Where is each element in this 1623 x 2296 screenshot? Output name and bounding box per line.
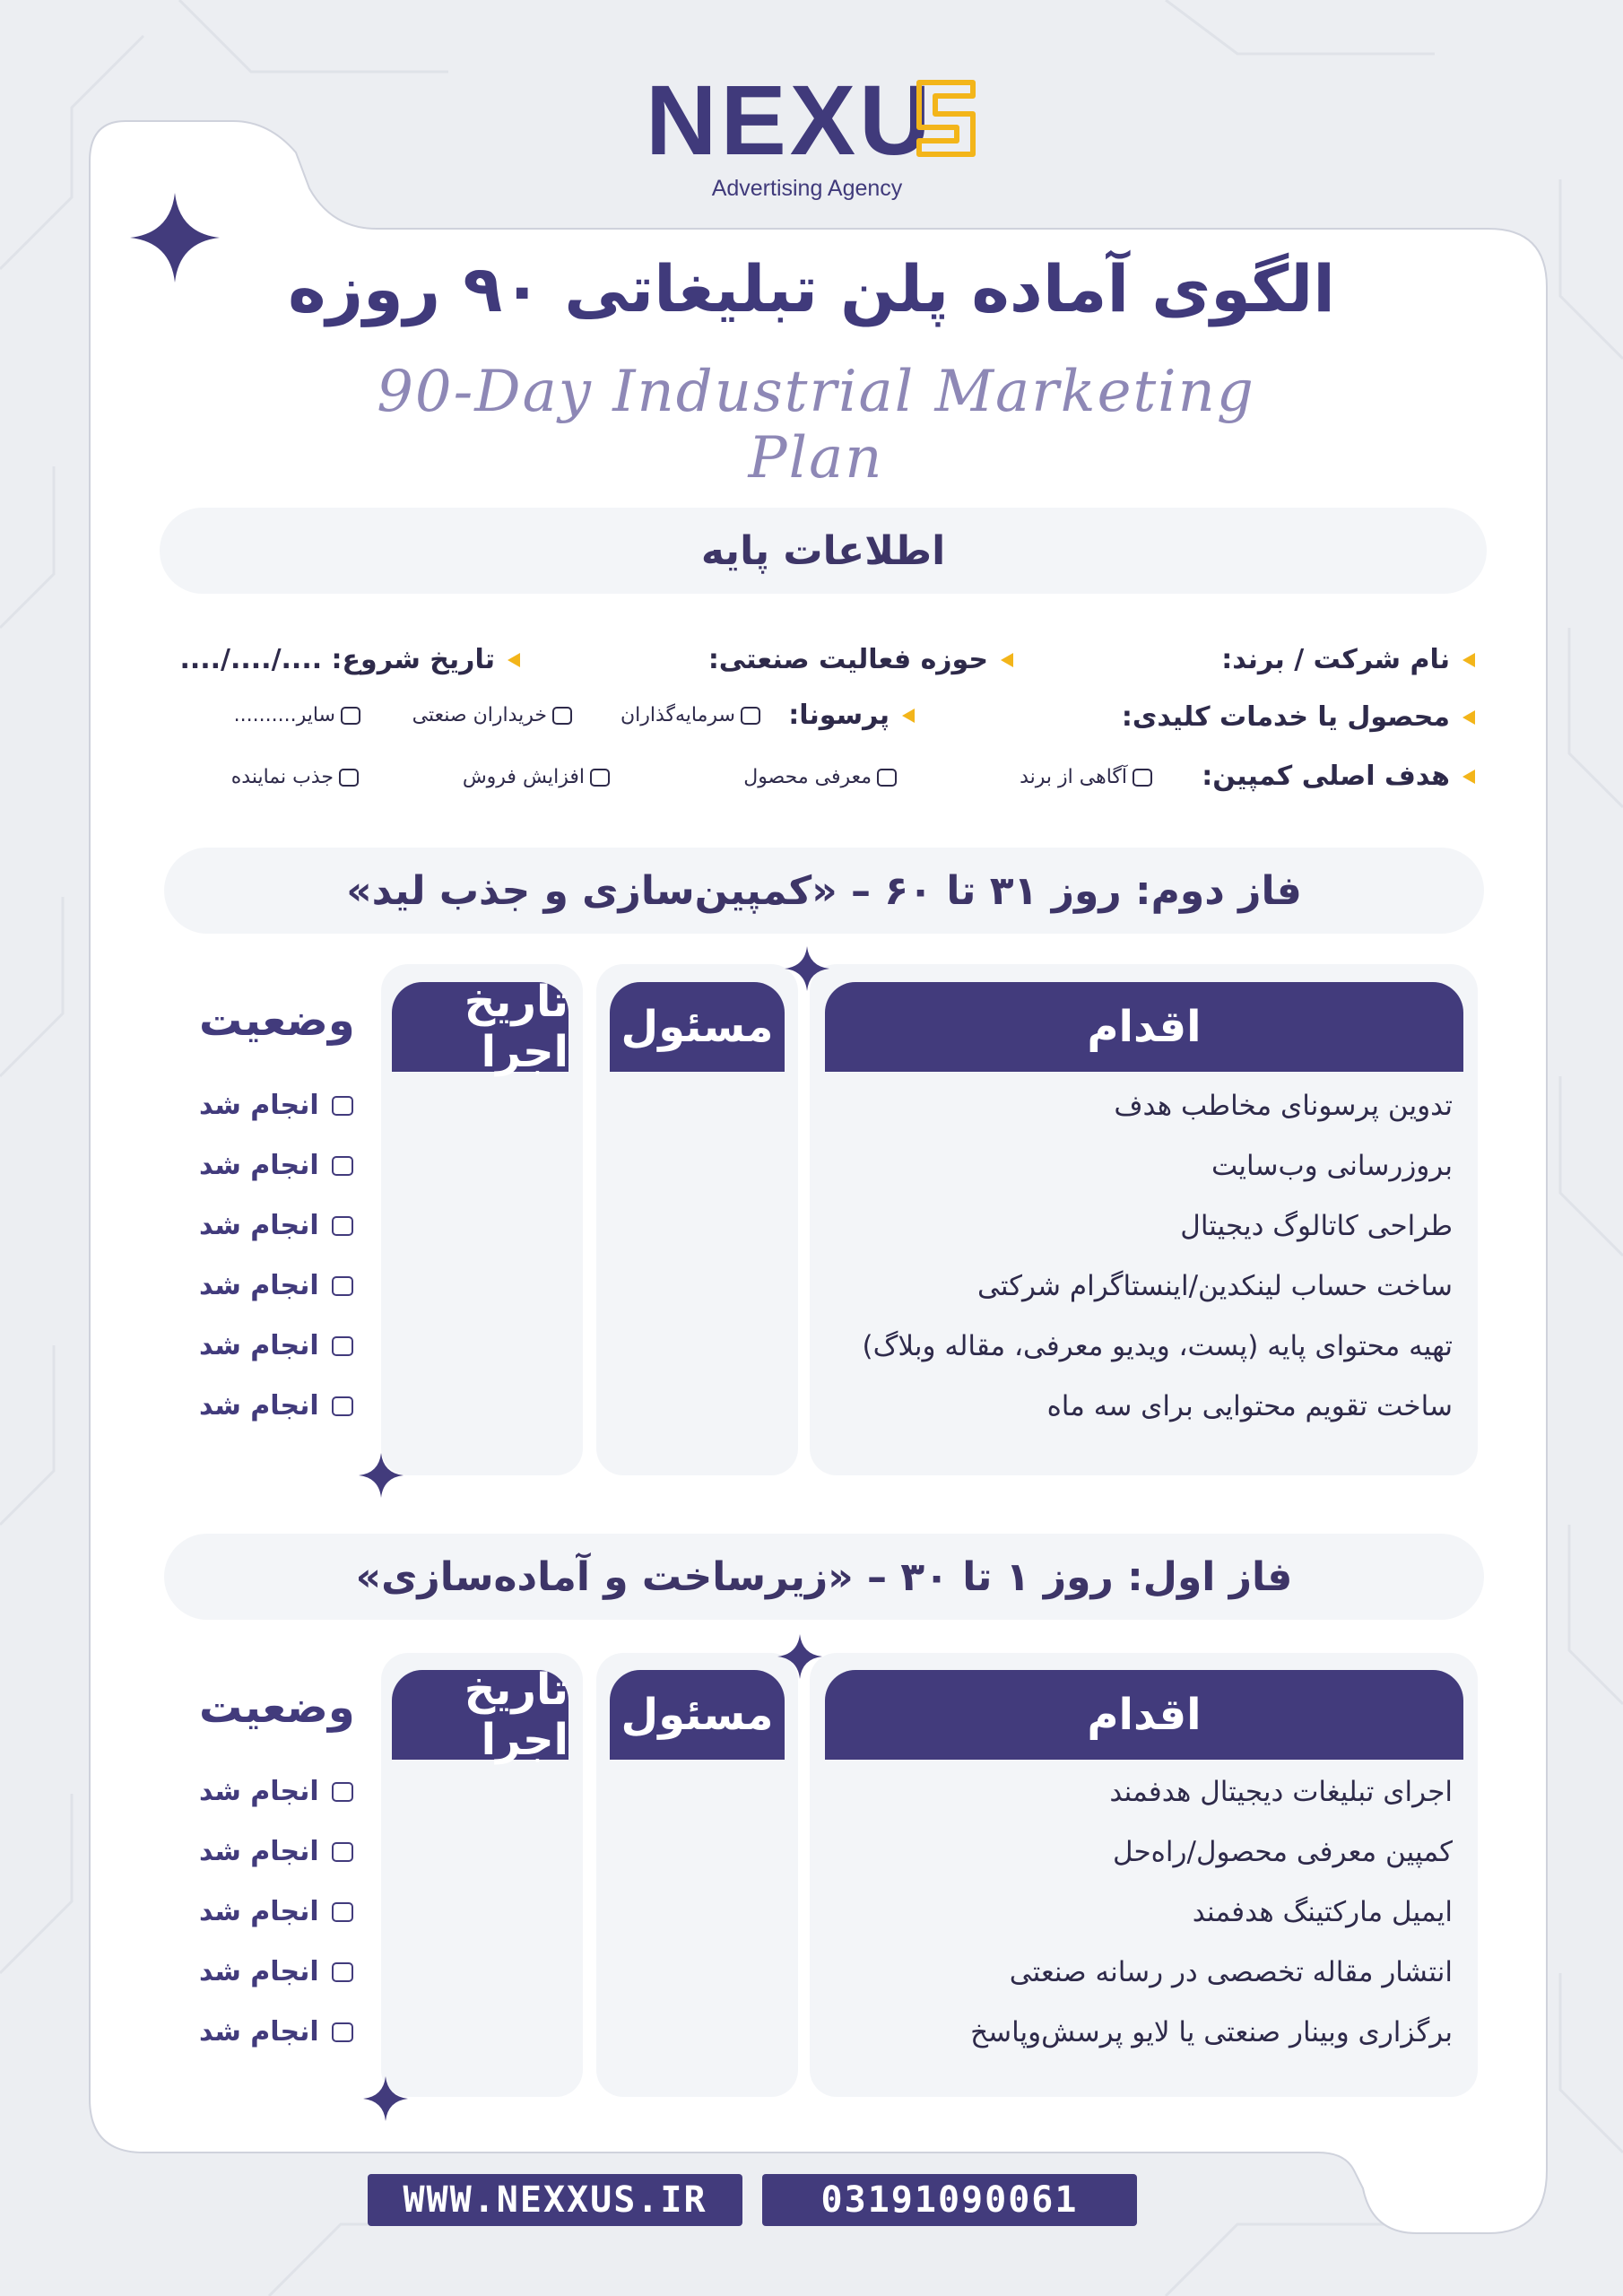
phase1-task: اجرای تبلیغات دیجیتال هدفمند — [1109, 1776, 1453, 1808]
checkbox[interactable] — [332, 1962, 353, 1982]
checkbox[interactable] — [1133, 769, 1152, 787]
phase1-task: انتشار مقاله تخصصی در رسانه صنعتی — [1009, 1956, 1453, 1988]
basic-info-heading: اطلاعات پایه — [160, 508, 1487, 594]
phase2-status-header: وضعیت — [199, 996, 355, 1046]
checkbox[interactable] — [332, 1216, 353, 1236]
checkbox[interactable] — [332, 1782, 353, 1802]
done-checkbox[interactable]: انجام شد — [199, 1150, 353, 1181]
star-icon — [359, 1453, 404, 1498]
star-icon — [363, 2076, 408, 2121]
goal-option[interactable]: آگاهی از برند — [1020, 766, 1152, 788]
phase2-task: ساخت حساب لینکدین/اینستاگرام شرکتی — [977, 1270, 1453, 1302]
goal-option[interactable]: معرفی محصول — [743, 766, 897, 788]
goal-option[interactable]: جذب نماینده — [231, 766, 359, 788]
phase2-date-header: تاریخ اجرا — [392, 982, 568, 1072]
phase2-task: بروزرسانی وب‌سایت — [1211, 1150, 1453, 1182]
done-checkbox[interactable]: انجام شد — [199, 1836, 353, 1867]
star-icon — [785, 946, 829, 991]
persona-option[interactable]: سرمایه‌گذاران — [621, 704, 760, 726]
page-title: الگوی آماده پلن تبلیغاتی ۹۰ روزه — [288, 251, 1335, 326]
phase1-heading: فاز اول: روز ۱ تا ۳۰ – «زیرساخت و آماده‌سازی» — [164, 1534, 1484, 1620]
phase2-task: ساخت تقویم محتوایی برای سه ماه — [1046, 1390, 1453, 1422]
done-checkbox[interactable]: انجام شد — [199, 1090, 353, 1121]
goal-field: هدف اصلی کمپین: — [1202, 761, 1475, 792]
done-checkbox[interactable]: انجام شد — [199, 1776, 353, 1807]
page-subtitle-en: 90-Day Industrial Marketing Plan — [377, 359, 1255, 491]
checkbox[interactable] — [741, 707, 760, 725]
checkbox[interactable] — [339, 769, 359, 787]
phase2-task: تهیه محتوای پایه (پست، ویدیو معرفی، مقاله وبلاگ) — [862, 1330, 1453, 1362]
phase2-heading: فاز دوم: روز ۳۱ تا ۶۰ – «کمپین‌سازی و جذب لید» — [164, 848, 1484, 934]
checkbox[interactable] — [332, 1336, 353, 1356]
checkbox[interactable] — [552, 707, 572, 725]
phase1-task: ایمیل مارکتینگ هدفمند — [1192, 1896, 1453, 1928]
phase2-owner-header: مسئول — [610, 982, 785, 1072]
checkbox[interactable] — [332, 1276, 353, 1296]
goal-option[interactable]: افزایش فروش — [463, 766, 610, 788]
done-checkbox[interactable]: انجام شد — [199, 1270, 353, 1301]
phase2-task: طراحی کاتالوگ دیجیتال — [1180, 1210, 1453, 1242]
phase1-task: کمپین معرفی محصول/راه‌حل — [1113, 1836, 1453, 1868]
bullet-icon — [1462, 653, 1475, 667]
persona-option[interactable]: سایر.......... — [234, 704, 360, 726]
start-date-field[interactable]: تاریخ شروع: ..../..../.... — [179, 644, 520, 675]
product-field[interactable]: محصول یا خدمات کلیدی: — [1122, 701, 1475, 733]
checkbox[interactable] — [332, 2022, 353, 2042]
phase1-owner-header: مسئول — [610, 1670, 785, 1760]
phase2-action-header: اقدام — [825, 982, 1463, 1072]
checkbox[interactable] — [332, 1156, 353, 1176]
persona-field: پرسونا: — [788, 700, 915, 731]
industry-field[interactable]: حوزه فعالیت صنعتی: — [708, 644, 1013, 675]
phase2-task: تدوین پرسونای مخاطب هدف — [1114, 1090, 1453, 1122]
done-checkbox[interactable]: انجام شد — [199, 1390, 353, 1422]
logo-tagline: Advertising Agency — [711, 176, 903, 201]
checkbox[interactable] — [332, 1396, 353, 1416]
bullet-icon — [902, 709, 915, 723]
checkbox[interactable] — [341, 707, 360, 725]
phase1-status-header: وضعیت — [199, 1683, 355, 1733]
star-icon — [777, 1634, 822, 1679]
done-checkbox[interactable]: انجام شد — [199, 1896, 353, 1927]
logo-s-icon — [910, 74, 982, 163]
done-checkbox[interactable]: انجام شد — [199, 1330, 353, 1361]
checkbox[interactable] — [877, 769, 897, 787]
checkbox[interactable] — [332, 1842, 353, 1862]
phase1-date-header: تاریخ اجرا — [392, 1670, 568, 1760]
company-field[interactable]: نام شرکت / برند: — [1221, 644, 1475, 675]
logo-wordmark: NEXU — [646, 65, 934, 176]
star-icon — [130, 193, 220, 283]
bullet-icon — [1462, 770, 1475, 784]
checkbox[interactable] — [332, 1096, 353, 1116]
checkbox[interactable] — [590, 769, 610, 787]
phase1-task: برگزاری وبینار صنعتی یا لایو پرسش‌وپاسخ — [970, 2016, 1453, 2048]
bullet-icon — [1462, 710, 1475, 725]
done-checkbox[interactable]: انجام شد — [199, 1210, 353, 1241]
website-link[interactable]: WWW.NEXXUS.IR — [368, 2174, 742, 2226]
phase1-action-header: اقدام — [825, 1670, 1463, 1760]
bullet-icon — [508, 653, 520, 667]
persona-option[interactable]: خریداران صنعتی — [412, 704, 572, 726]
checkbox[interactable] — [332, 1902, 353, 1922]
done-checkbox[interactable]: انجام شد — [199, 2016, 353, 2048]
done-checkbox[interactable]: انجام شد — [199, 1956, 353, 1987]
bullet-icon — [1001, 653, 1013, 667]
phone-number[interactable]: 03191090061 — [762, 2174, 1137, 2226]
brand-logo — [641, 65, 982, 206]
